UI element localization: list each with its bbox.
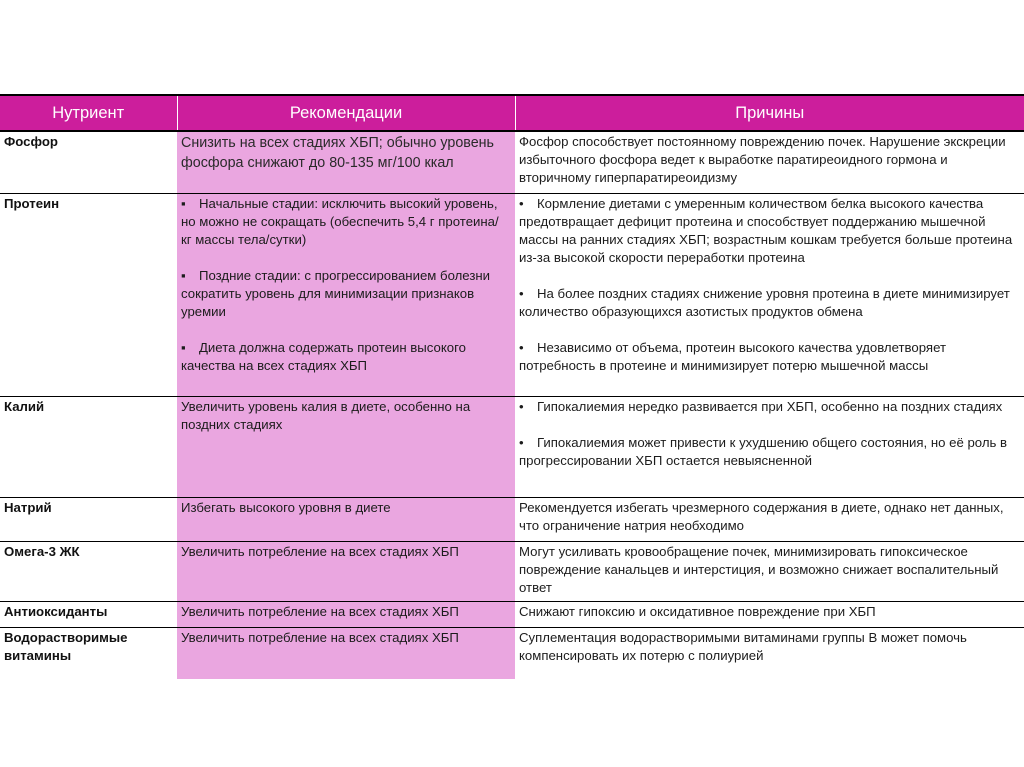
list-item: ▪ Начальные стадии: исключить высокий уровень, но можно не сокращать (обеспечить 5,4 г протеина/кг массы тела/сутки) bbox=[181, 195, 499, 247]
table-row bbox=[0, 541, 1024, 601]
reason-cell: Снижают гипоксию и оксидативное повреждение при ХБП bbox=[515, 601, 1024, 627]
nutrient-table bbox=[0, 94, 1024, 679]
list-item: • Кормление диетами с умеренным количеством белка высокого качества предотвращает дефицит протеина и способствует поддержанию мышечной массы на ранних стадиях ХБП; возрастным кошкам требуется больше протеина из-за высокой скорости переработки протеина bbox=[519, 195, 1013, 265]
reason-cell bbox=[515, 193, 1024, 396]
header-reasons: Причины bbox=[515, 95, 1024, 131]
list-item: • Независимо от объема, протеин высокого качества удовлетворяет потребность в протеине и минимизирует потерю мышечной массы bbox=[519, 339, 947, 373]
recommendation-cell bbox=[177, 193, 515, 396]
nutrient-cell: Антиоксиданты bbox=[0, 601, 177, 627]
recommendation-cell: Увеличить потребление на всех стадиях ХБП bbox=[177, 627, 515, 679]
round-bullet-icon: • bbox=[519, 398, 524, 414]
table-row bbox=[0, 131, 1024, 193]
reason-cell: Могут усиливать кровообращение почек, минимизировать гипоксическое повреждение канальцев и интерстиция, и возможно снижает воспалительный ответ bbox=[515, 541, 1024, 601]
table-row bbox=[0, 396, 1024, 497]
header-recommendations: Рекомендации bbox=[177, 95, 515, 131]
nutrient-cell: Водорастворимые витамины bbox=[0, 627, 177, 679]
table-row bbox=[0, 193, 1024, 396]
square-bullet-icon: ▪ bbox=[181, 195, 186, 211]
recommendation-cell: Увеличить уровень калия в диете, особенно на поздних стадиях bbox=[177, 396, 515, 497]
list-item: • Гипокалиемия может привести к ухудшению общего состояния, но её роль в прогрессировании ХБП остается невыясненной bbox=[519, 434, 1008, 468]
table-row bbox=[0, 497, 1024, 541]
round-bullet-icon: • bbox=[519, 285, 524, 301]
square-bullet-icon: ▪ bbox=[181, 267, 186, 283]
table-row bbox=[0, 601, 1024, 627]
reason-cell: Фосфор способствует постоянному повреждению почек. Нарушение экскреции избыточного фосфора ведет к выработке паратиреоидного гормона и вторичному гиперпаратиреоидизму bbox=[519, 134, 1006, 185]
list-item: ▪ Поздние стадии: с прогрессированием болезни сократить уровень для минимизации признаков уремии bbox=[181, 267, 491, 319]
list-item: • На более поздних стадиях снижение уровня протеина в диете минимизирует количество образующихся азотистых продуктов обмена bbox=[519, 285, 1010, 319]
recommendation-cell: Избегать высокого уровня в диете bbox=[177, 497, 515, 541]
table-header-row bbox=[0, 95, 1024, 131]
nutrient-cell: Омега-3 ЖК bbox=[0, 541, 177, 601]
recommendation-cell: Увеличить потребление на всех стадиях ХБП bbox=[177, 541, 515, 601]
round-bullet-icon: • bbox=[519, 195, 524, 211]
nutrient-cell: Фосфор bbox=[4, 134, 58, 149]
list-item: ▪ Диета должна содержать протеин высокого качества на всех стадиях ХБП bbox=[181, 339, 466, 373]
table-row bbox=[0, 627, 1024, 679]
list-item: • Гипокалиемия нередко развивается при ХБП, особенно на поздних стадиях bbox=[519, 398, 1003, 414]
reason-cell bbox=[515, 396, 1024, 497]
reason-cell: Рекомендуется избегать чрезмерного содержания в диете, однако нет данных, что ограничение натрия необходимо bbox=[515, 497, 1024, 541]
round-bullet-icon: • bbox=[519, 434, 524, 450]
nutrient-cell: Калий bbox=[0, 396, 177, 497]
round-bullet-icon: • bbox=[519, 339, 524, 355]
square-bullet-icon: ▪ bbox=[181, 339, 186, 355]
reason-cell: Суплементация водорастворимыми витаминами группы В может помочь компенсировать их потерю с полиурией bbox=[515, 627, 1024, 679]
recommendation-cell: Снизить на всех стадиях ХБП; обычно уровень фосфора снижают до 80-135 мг/100 ккал bbox=[177, 131, 515, 193]
header-nutrient: Нутриент bbox=[0, 95, 177, 131]
nutrient-cell: Протеин bbox=[0, 193, 177, 396]
nutrient-cell: Натрий bbox=[0, 497, 177, 541]
recommendation-cell: Увеличить потребление на всех стадиях ХБП bbox=[177, 601, 515, 627]
